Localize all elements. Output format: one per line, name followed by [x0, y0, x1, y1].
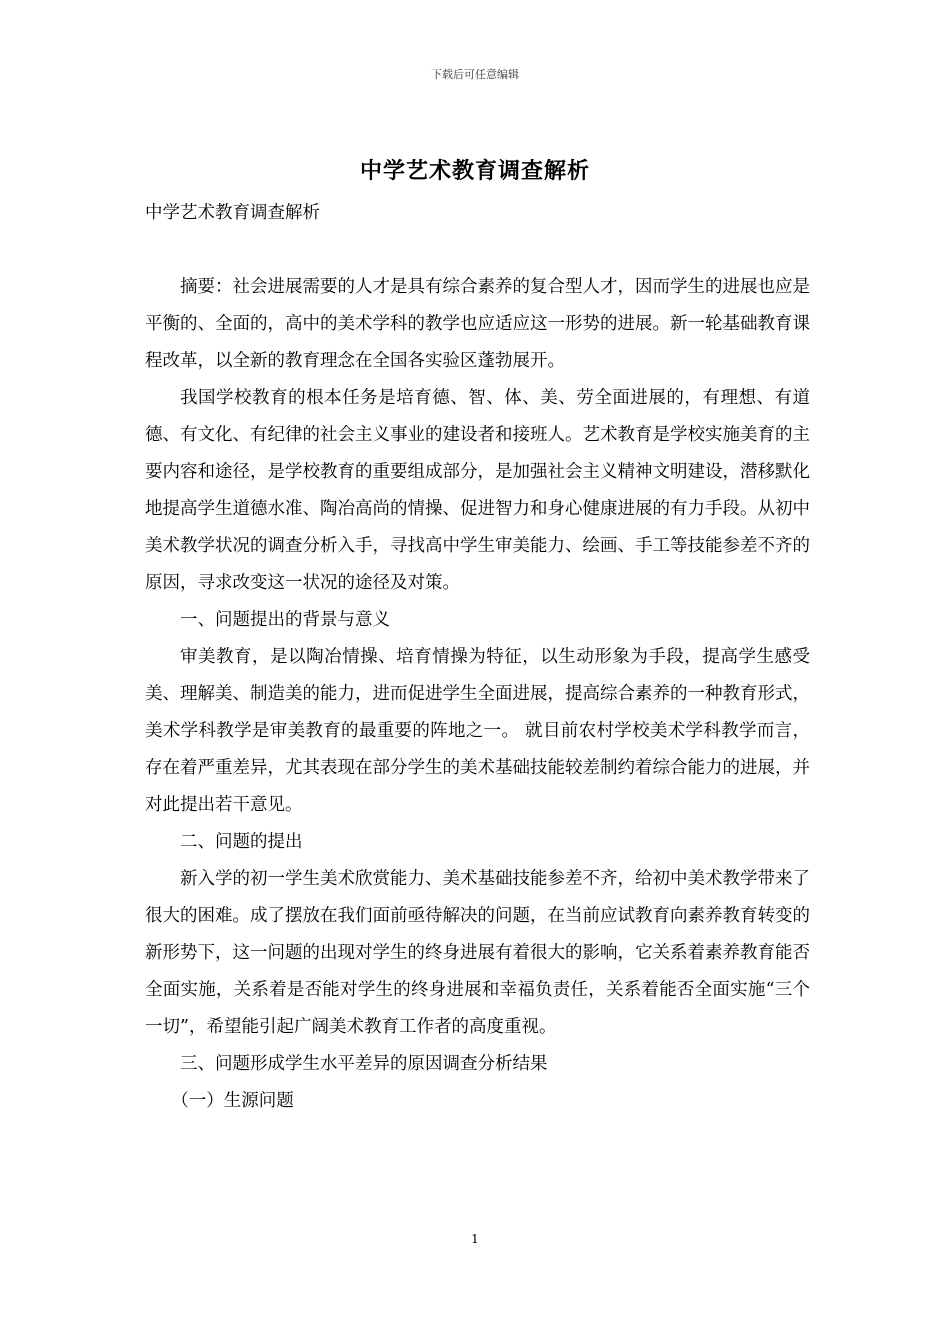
section-heading: 二、问题的提出: [180, 832, 303, 852]
document-title: 中学艺术教育调查解析: [359, 158, 590, 184]
body-paragraph: 我国学校教育的根本任务是培育德、智、体、美、劳全面进展的，有理想、有道德、有文化、有纪律的社会主义事业的建设者和接班人。艺术教育是学校实施美育的主要内容和途径，是学校教育的重要组成部分，是加强社会主义精神文明建设，潜移默化地提高学生道德水准、陶冶高尚的情操、促进智力和身心健康进展的有力手段。从初中美术教学状况的调查分析入手，寻找高中学生审美能力、绘画、手工等技能参差不齐的原因，寻求改变这一状况的途径及对策。: [145, 388, 810, 593]
page-number: 1: [471, 1232, 479, 1246]
page-header-note: 下载后可任意编辑: [431, 68, 519, 81]
subsection-heading: （一）生源问题: [171, 1091, 294, 1111]
document-subtitle: 中学艺术教育调查解析: [145, 203, 320, 223]
document-body: [145, 195, 810, 1120]
abstract-paragraph: 摘要：社会进展需要的人才是具有综合素养的复合型人才，因而学生的进展也应是平衡的、全面的，高中的美术学科的教学也应适应这一形势的进展。新一轮基础教育课程改革，以全新的教育理念在全国各实验区蓬勃展开。: [145, 277, 810, 371]
section-heading: 三、问题形成学生水平差异的原因调查分析结果: [180, 1054, 548, 1074]
body-paragraph: 新入学的初一学生美术欣赏能力、美术基础技能参差不齐，给初中美术教学带来了很大的困难。成了摆放在我们面前亟待解决的问题，在当前应试教育向素养教育转变的新形势下，这一问题的出现对学生的终身进展有着很大的影响，它关系着素养教育能否全面实施，关系着是否能对学生的终身进展和幸福负责任，关系着能否全面实施“三个一切”，希望能引起广阔美术教育工作者的高度重视。: [145, 869, 810, 1037]
section-heading: 一、问题提出的背景与意义: [180, 610, 390, 630]
body-paragraph: 审美教育，是以陶冶情操、培育情操为特征，以生动形象为手段，提高学生感受美、理解美、制造美的能力，进而促进学生全面进展，提高综合素养的一种教育形式，美术学科教学是审美教育的最重要的阵地之一。 就目前农村学校美术学科教学而言，存在着严重差异，尤其表现在部分学生的美术基础技能较差制约着综合能力的进展，并对此提出若干意见。: [145, 647, 810, 815]
